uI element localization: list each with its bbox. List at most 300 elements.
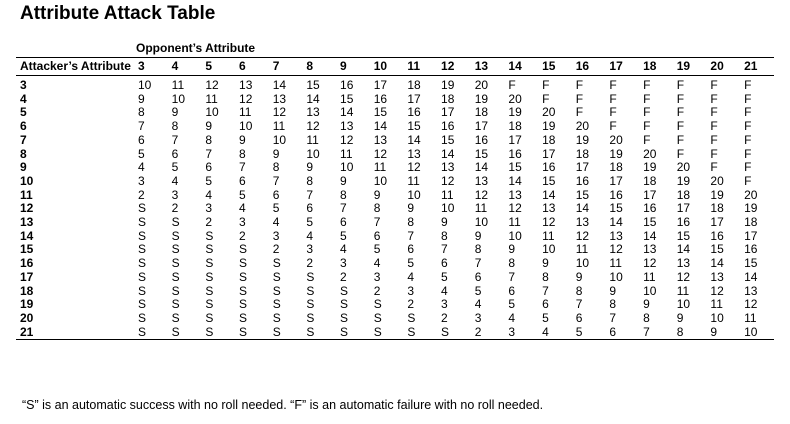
table-cell: 3 <box>340 256 347 271</box>
table-cell: 7 <box>306 187 314 202</box>
table-cell: 3 <box>474 310 482 325</box>
table-row <box>16 243 774 257</box>
table-cell: 11 <box>710 297 723 312</box>
table-cell: 14 <box>272 78 287 92</box>
table-cell: S <box>171 242 180 257</box>
table-cell: 3 <box>272 228 280 243</box>
table-cell: 14 <box>744 269 758 284</box>
row-header: 21 <box>16 326 134 340</box>
table-cell: S <box>272 283 281 298</box>
table-cell: S <box>138 215 147 230</box>
table-cell: 12 <box>340 132 354 147</box>
table-cell: 9 <box>171 105 179 120</box>
table-cell: F <box>744 160 752 175</box>
table-cell: F <box>643 132 651 147</box>
table-cell: 6 <box>340 215 347 230</box>
table-cell: 4 <box>306 228 314 243</box>
table-cell: 12 <box>239 91 253 106</box>
row-header: 9 <box>20 160 27 175</box>
table-cell: F <box>542 78 550 92</box>
table-cell: 6 <box>407 242 415 257</box>
table-cell: 8 <box>609 297 617 312</box>
table-cell: 15 <box>676 228 691 243</box>
table-cell: 8 <box>441 228 448 243</box>
table-cell: 3 <box>441 297 448 312</box>
row-header: 20 <box>20 310 34 325</box>
table-cell: 6 <box>205 160 213 175</box>
table-cell: S <box>171 310 180 325</box>
table-cell: 12 <box>272 105 287 120</box>
table-cell: 3 <box>171 187 179 202</box>
table-cell: F <box>710 119 718 134</box>
table-cell: 2 <box>407 297 415 312</box>
table-cell: F <box>643 105 651 120</box>
table-cell: S <box>171 269 180 284</box>
table-cell: S <box>272 297 281 312</box>
table-cell: 4 <box>538 326 572 340</box>
table-cell: 5 <box>572 326 606 340</box>
column-header: 10 <box>370 58 404 76</box>
table-cell: 9 <box>474 228 482 243</box>
table-cell: 11 <box>239 105 252 120</box>
table-cell: S <box>171 215 180 230</box>
table-cell: 5 <box>171 160 179 175</box>
table-cell: 15 <box>441 132 455 147</box>
table-cell: 9 <box>542 256 549 271</box>
table-cell: 20 <box>575 119 590 134</box>
table-cell: 12 <box>407 160 421 175</box>
column-header: 17 <box>605 58 639 76</box>
table-cell: 18 <box>575 146 590 161</box>
table-cell: 12 <box>542 215 556 230</box>
table-cell: 13 <box>373 132 388 147</box>
table-row <box>16 257 774 271</box>
table-cell: S <box>306 297 315 312</box>
table-cell: 11 <box>542 228 555 243</box>
table-cell: 19 <box>575 132 590 147</box>
table-cell: F <box>744 132 752 147</box>
table-cell: F <box>710 146 718 161</box>
table-cell: 7 <box>205 146 213 161</box>
table-cell: 7 <box>542 283 549 298</box>
table-cell: 16 <box>676 215 691 230</box>
table-header-row <box>16 58 774 76</box>
table-cell: 19 <box>542 119 556 134</box>
table-cell: 5 <box>306 215 314 230</box>
table-cell: 5 <box>407 256 415 271</box>
table-cell: 6 <box>508 283 516 298</box>
table-cell: 10 <box>407 187 421 202</box>
table-cell: 17 <box>441 105 455 120</box>
table-cell: S <box>239 283 248 298</box>
column-header: 12 <box>437 58 471 76</box>
table-cell: 12 <box>744 297 758 312</box>
table-cell: 7 <box>239 160 246 175</box>
table-cell: 4 <box>272 215 280 230</box>
table-cell: 2 <box>138 187 145 202</box>
table-cell: 7 <box>340 201 347 216</box>
table-cell: 9 <box>575 269 583 284</box>
table-cell: 5 <box>138 146 145 161</box>
table-cell: 3 <box>306 242 314 257</box>
table-cell: S <box>205 310 214 325</box>
table-cell: 14 <box>306 91 320 106</box>
table-cell: 9 <box>306 160 314 175</box>
table-cell: 10 <box>171 91 186 106</box>
table-cell: S <box>171 228 180 243</box>
table-cell: 20 <box>542 105 556 120</box>
column-header: 18 <box>639 58 673 76</box>
table-body <box>16 76 774 340</box>
table-row <box>16 271 774 285</box>
table-cell: 2 <box>205 215 213 230</box>
row-header: 18 <box>20 283 34 298</box>
table-cell: 17 <box>508 132 522 147</box>
row-header: 8 <box>20 146 27 161</box>
table-cell: 4 <box>239 201 246 216</box>
table-cell: F <box>710 160 718 175</box>
table-cell: 10 <box>575 256 590 271</box>
table-cell: 15 <box>407 119 421 134</box>
table-cell: S <box>340 297 349 312</box>
table-cell: 9 <box>138 91 145 106</box>
table-cell: 12 <box>575 228 590 243</box>
table-cell: S <box>306 269 315 284</box>
table-cell: 3 <box>138 173 145 188</box>
table-cell: S <box>201 326 235 340</box>
table-cell: 19 <box>508 105 522 120</box>
table-cell: 13 <box>340 119 354 134</box>
table-cell: 7 <box>171 132 179 147</box>
table-cell: 13 <box>643 242 657 257</box>
row-header: 4 <box>20 91 27 106</box>
table-cell: 15 <box>306 78 320 92</box>
table-cell: 13 <box>676 256 691 271</box>
table-cell: S <box>370 326 404 340</box>
table-cell: 10 <box>474 215 489 230</box>
table-cell: 6 <box>575 310 583 325</box>
table-cell: S <box>239 256 248 271</box>
table-cell: 5 <box>239 187 246 202</box>
table-row <box>16 216 774 230</box>
table-cell: 8 <box>171 119 179 134</box>
table-cell: S <box>205 256 214 271</box>
table-cell: 19 <box>643 160 657 175</box>
table-cell: 4 <box>407 269 415 284</box>
table-cell: 18 <box>407 78 421 92</box>
table-row <box>16 285 774 299</box>
row-header: 7 <box>20 132 27 147</box>
table-cell: 9 <box>239 132 246 147</box>
table-cell: 7 <box>138 119 145 134</box>
table-cell: 8 <box>508 256 516 271</box>
table-cell: 13 <box>474 173 489 188</box>
table-cell: F <box>508 78 516 92</box>
table-cell: 6 <box>542 297 549 312</box>
row-header: 19 <box>20 297 34 312</box>
table-cell: 13 <box>306 105 320 120</box>
table-cell: 18 <box>643 173 657 188</box>
table-cell: 16 <box>407 105 421 120</box>
table-cell: S <box>171 283 180 298</box>
column-header: 20 <box>706 58 740 76</box>
row-header: 3 <box>20 78 27 92</box>
table-cell: S <box>302 326 336 340</box>
row-header: 5 <box>20 105 27 120</box>
table-cell: 8 <box>306 173 314 188</box>
table-cell: S <box>171 256 180 271</box>
table-cell: 16 <box>710 228 724 243</box>
table-cell: S <box>272 310 281 325</box>
table-cell: 4 <box>340 242 347 257</box>
row-header: 10 <box>20 173 34 188</box>
table-cell: 8 <box>373 201 381 216</box>
table-cell: 17 <box>676 201 691 216</box>
table-cell: 3 <box>373 269 381 284</box>
table-cell: F <box>609 119 617 134</box>
table-cell: 4 <box>508 310 516 325</box>
table-cell: 15 <box>474 146 489 161</box>
table-cell: S <box>205 297 214 312</box>
column-header: 16 <box>572 58 606 76</box>
table-cell: 20 <box>676 160 691 175</box>
table-cell: S <box>373 297 382 312</box>
table-cell: 6 <box>474 269 482 284</box>
table-cell: 15 <box>744 256 758 271</box>
table-cell: 18 <box>744 215 758 230</box>
table-cell: S <box>306 283 315 298</box>
table-cell: 2 <box>340 269 347 284</box>
column-header: 13 <box>471 58 505 76</box>
table-row <box>16 298 774 312</box>
table-cell: 10 <box>373 173 388 188</box>
table-cell: 6 <box>171 146 179 161</box>
table-cell: 11 <box>171 78 185 92</box>
table-cell: 8 <box>474 242 482 257</box>
table-cell: 18 <box>710 201 724 216</box>
table-cell: 10 <box>609 269 623 284</box>
table-cell: 10 <box>272 132 287 147</box>
table-cell: 9 <box>609 283 617 298</box>
table-cell: 9 <box>407 201 415 216</box>
table-cell: 13 <box>609 228 623 243</box>
table-cell: 8 <box>205 132 213 147</box>
table-cell: 10 <box>643 283 657 298</box>
table-cell: F <box>609 91 617 106</box>
table-cell: 3 <box>407 283 415 298</box>
table-cell: 2 <box>171 201 179 216</box>
table-cell: 13 <box>239 78 253 92</box>
table-cell: F <box>643 78 651 92</box>
table-cell: S <box>239 297 248 312</box>
row-header: 17 <box>20 269 34 284</box>
column-header: 15 <box>538 58 572 76</box>
table-cell: 20 <box>508 91 522 106</box>
table-cell: 7 <box>639 326 673 340</box>
table-cell: 18 <box>542 132 556 147</box>
table-cell: 8 <box>340 187 347 202</box>
table-cell: 9 <box>508 242 516 257</box>
table-row <box>16 76 774 93</box>
table-cell: F <box>744 173 752 188</box>
table-cell: 11 <box>373 160 387 175</box>
column-header: 19 <box>673 58 707 76</box>
table-cell: F <box>744 78 752 92</box>
table-cell: 14 <box>542 187 556 202</box>
table-cell: 14 <box>474 160 489 175</box>
table-cell: 15 <box>508 160 522 175</box>
table-cell: S <box>205 228 214 243</box>
table-cell: 10 <box>340 160 354 175</box>
table-row <box>16 189 774 203</box>
table-cell: 3 <box>239 215 246 230</box>
table-cell: S <box>340 310 349 325</box>
attacker-attribute-header: Attacker’s Attribute <box>16 58 134 76</box>
table-cell: 11 <box>474 201 488 216</box>
table-cell: 6 <box>605 326 639 340</box>
table-cell: 7 <box>441 242 448 257</box>
table-cell: 14 <box>407 132 421 147</box>
table-cell: 11 <box>744 310 757 325</box>
table-cell: 2 <box>272 242 280 257</box>
table-cell: F <box>609 78 617 92</box>
table-cell: S <box>138 297 147 312</box>
table-cell: 5 <box>474 283 482 298</box>
table-cell: 9 <box>340 173 347 188</box>
table-cell: 7 <box>609 310 617 325</box>
table-cell: 6 <box>239 173 246 188</box>
table-cell: 14 <box>441 146 455 161</box>
column-header: 9 <box>336 58 370 76</box>
table-cell: S <box>138 201 147 216</box>
table-cell: S <box>272 269 281 284</box>
table-cell: S <box>373 310 382 325</box>
table-cell: F <box>744 105 752 120</box>
table-cell: 6 <box>272 187 280 202</box>
table-cell: 13 <box>407 146 421 161</box>
table-cell: 15 <box>575 187 590 202</box>
column-header: 14 <box>504 58 538 76</box>
table-cell: S <box>138 310 147 325</box>
table-cell: 9 <box>676 310 684 325</box>
table-cell: 8 <box>643 310 650 325</box>
table-cell: 9 <box>643 297 650 312</box>
table-cell: 13 <box>744 283 758 298</box>
table-cell: 15 <box>542 173 556 188</box>
column-header: 4 <box>168 58 202 76</box>
table-cell: S <box>205 242 214 257</box>
column-header: 7 <box>269 58 303 76</box>
table-cell: S <box>340 283 349 298</box>
table-cell: 17 <box>744 228 758 243</box>
table-cell: 15 <box>710 242 724 257</box>
table-cell: 13 <box>508 187 522 202</box>
table-cell: 11 <box>441 187 454 202</box>
table-cell: 19 <box>744 201 758 216</box>
table-cell: S <box>168 326 202 340</box>
table-cell: S <box>138 269 147 284</box>
table-cell: 4 <box>205 187 213 202</box>
table-cell: 9 <box>373 187 381 202</box>
table-cell: F <box>676 119 685 134</box>
table-cell: 14 <box>373 119 388 134</box>
table-cell: F <box>710 105 718 120</box>
table-cell: 10 <box>676 297 691 312</box>
table-cell: 10 <box>710 310 724 325</box>
table-row <box>16 202 774 216</box>
table-cell: 18 <box>676 187 691 202</box>
table-cell: 5 <box>205 173 213 188</box>
table-cell: 8 <box>673 326 707 340</box>
table-row <box>16 106 774 120</box>
table-row <box>16 326 774 340</box>
table-cell: 19 <box>474 91 489 106</box>
table-cell: 12 <box>643 256 657 271</box>
column-header: 3 <box>134 58 168 76</box>
page-title: Attribute Attack Table <box>20 3 216 24</box>
table-cell: F <box>744 119 752 134</box>
table-cell: S <box>239 242 248 257</box>
table-cell: 15 <box>609 201 623 216</box>
table-cell: 4 <box>441 283 448 298</box>
table-cell: 17 <box>609 173 623 188</box>
table-cell: 12 <box>306 119 320 134</box>
table-cell: 3 <box>205 201 213 216</box>
table-cell: 8 <box>542 269 549 284</box>
table-cell: F <box>710 78 718 92</box>
table-cell: 18 <box>474 105 489 120</box>
table-cell: 10 <box>306 146 320 161</box>
table-cell: 14 <box>710 256 724 271</box>
table-cell: F <box>676 105 685 120</box>
table-cell: S <box>272 256 281 271</box>
table-cell: S <box>205 269 214 284</box>
table-cell: 20 <box>710 173 724 188</box>
table-cell: S <box>138 283 147 298</box>
table-row <box>16 120 774 134</box>
table-row <box>16 134 774 148</box>
table-cell: 19 <box>441 78 455 92</box>
table-cell: 11 <box>676 283 690 298</box>
table-cell: 10 <box>138 78 152 92</box>
table-cell: 8 <box>239 146 246 161</box>
table-cell: 4 <box>138 160 145 175</box>
table-cell: 19 <box>710 187 724 202</box>
table-row <box>16 161 774 175</box>
table-cell: 16 <box>744 242 758 257</box>
table-cell: F <box>643 119 651 134</box>
table-cell: 14 <box>643 228 657 243</box>
row-header: 16 <box>20 256 34 271</box>
table-cell: 11 <box>643 269 656 284</box>
table-cell: 2 <box>471 326 505 340</box>
table-cell: 3 <box>504 326 538 340</box>
table-cell: 10 <box>508 228 522 243</box>
table-cell: 20 <box>609 132 623 147</box>
table-cell: 6 <box>138 132 145 147</box>
table-cell: 16 <box>508 146 522 161</box>
row-header: 15 <box>20 242 34 257</box>
column-header: 5 <box>201 58 235 76</box>
table-cell: 4 <box>373 256 381 271</box>
table-cell: S <box>239 269 248 284</box>
table-cell: 14 <box>609 215 623 230</box>
table-cell: 13 <box>575 215 590 230</box>
table-cell: 2 <box>373 283 381 298</box>
table-cell: F <box>710 91 718 106</box>
table-cell: 15 <box>373 105 388 120</box>
table-cell: 14 <box>676 242 691 257</box>
